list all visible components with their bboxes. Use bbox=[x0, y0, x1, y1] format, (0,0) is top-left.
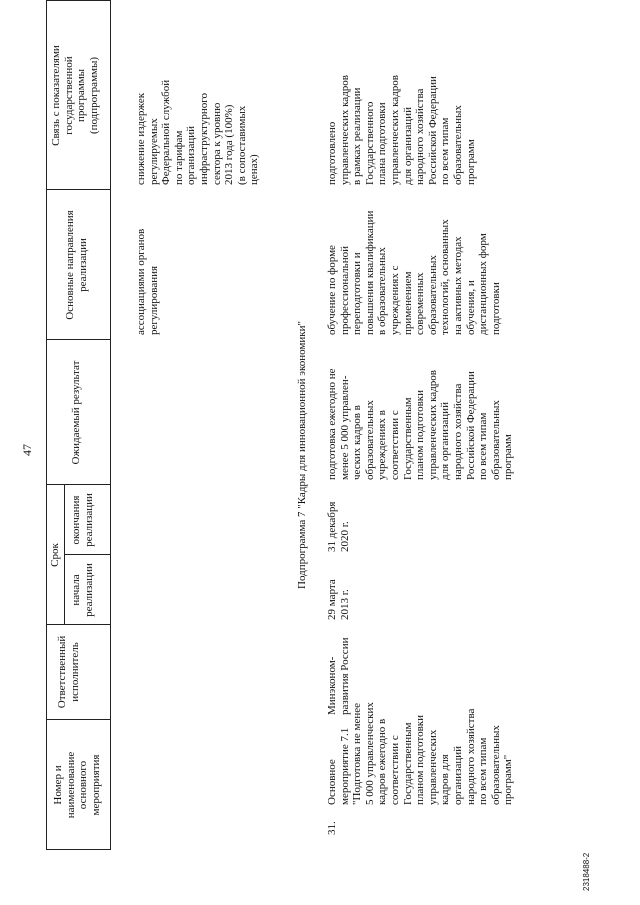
row-executor: Минэконом- развития России bbox=[326, 637, 351, 715]
column-divider bbox=[46, 189, 110, 190]
continuation-link: снижение издержек регулируемых Федеральной службой по тарифам организаций инфраструктурного сектора к уровню 2013 года (100%) (в сопоставимых ценах) bbox=[135, 79, 261, 185]
table-top-border bbox=[46, 0, 47, 850]
row-directions: обучение по форме профессиональной переподготовки и повышения квалификации в образовательных учреждениях с применением современных образовательных технологий, основанных на активных методах обучения, и дистанционных форм подготовки bbox=[326, 210, 502, 335]
header-start: начала реализации bbox=[70, 563, 95, 617]
header-term: Срок bbox=[49, 543, 61, 567]
row-result: подготовка ежегодно не менее 5 000 управлен- ческих кадров в образовательных учреждениях в соответствии с Государственным планом подготовки управленческих кадров для организаций народного хозяйства Российской Федерации по всем типам образовательных программ bbox=[326, 368, 515, 480]
continuation-directions: ассоциациями органов регулирования bbox=[135, 228, 160, 335]
row-start: 29 марта 2013 г. bbox=[326, 579, 351, 620]
column-divider bbox=[46, 339, 110, 340]
header-directions: Основные направления реализации bbox=[64, 210, 89, 320]
row-number: 31. bbox=[326, 821, 338, 835]
row-name: Основное мероприятие 7.1 "Подготовка не менее 5 000 управленческих кадров ежегодно в соответствии с Государственным планом подготовки управленческих кадров для организаций народного хозяйства по всем типам образовательных программ" bbox=[326, 702, 515, 805]
header-end: окончания реализации bbox=[70, 493, 95, 547]
header-number-name: Номер и наименование основного мероприятия bbox=[52, 751, 102, 819]
document-code: 2318488-2 bbox=[582, 852, 591, 891]
table-header-bottom-border bbox=[110, 0, 111, 850]
row-link: подготовлено управленческих кадров в рамках реализации Государственного плана подготовки управленческих кадров для организаций народного хозяйства Российской Федерации по всем типам образовательных программ bbox=[326, 75, 477, 185]
header-link: Связь с показателями государственной программы (подпрограммы) bbox=[50, 45, 100, 146]
subprogram-title: Подпрограмма 7 "Кадры для инновационной экономики" bbox=[296, 321, 308, 589]
table-left-border bbox=[46, 849, 110, 850]
row-end: 31 декабря 2020 г. bbox=[326, 501, 351, 552]
header-executor: Ответственный исполнитель bbox=[56, 635, 81, 709]
page-number: 47 bbox=[20, 444, 34, 456]
header-result: Ожидаемый результат bbox=[70, 360, 82, 465]
term-subheader-divider bbox=[64, 485, 65, 625]
column-divider bbox=[64, 554, 110, 555]
column-divider bbox=[46, 719, 110, 720]
table-right-border bbox=[46, 0, 110, 1]
